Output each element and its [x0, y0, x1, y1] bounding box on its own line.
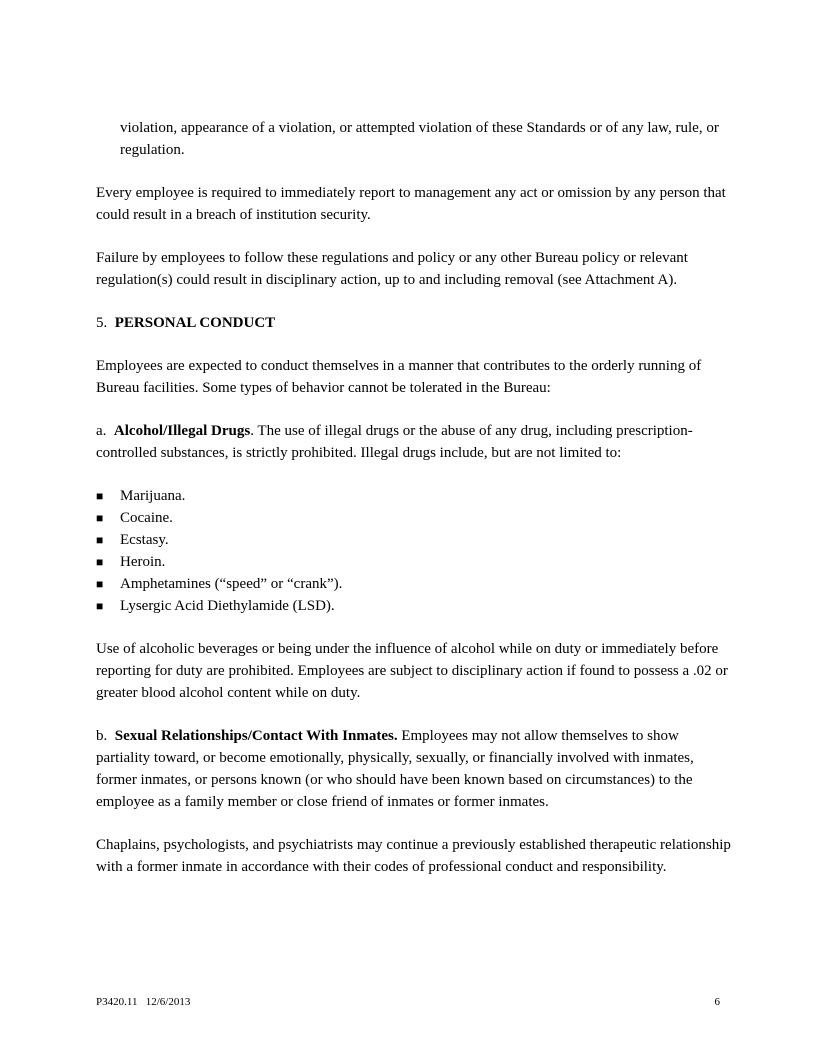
item-b-marker: b. [96, 728, 108, 744]
list-item-text: Cocaine. [120, 510, 173, 526]
bullet-square-icon: ■ [96, 555, 104, 569]
item-a-text: . The use of illegal drugs or the abuse of any drug, including prescription-controlled substances, is strictly prohibited. Illegal drugs include, but are not limited to: [96, 423, 693, 461]
item-a-marker: a. [96, 423, 107, 439]
item-a-paragraph [96, 420, 736, 464]
list-item [96, 529, 736, 551]
drug-list [96, 485, 736, 617]
item-b-paragraph [96, 725, 736, 813]
page-content [96, 117, 736, 899]
list-item-text: Ecstasy. [120, 532, 169, 548]
alcohol-paragraph: Use of alcoholic beverages or being under the influence of alcohol while on duty or immediately before reporting for duty are prohibited. Employees are subject to disciplinary action if found to possess a .02 or greater blood alcohol content while on duty. [96, 641, 728, 701]
failure-paragraph: Failure by employees to follow these regulations and policy or any other Bureau policy or relevant regulation(s) could result in disciplinary action, up to and including removal (see Attachment A). [96, 250, 688, 288]
bullet-square-icon: ■ [96, 511, 104, 525]
section-title: PERSONAL CONDUCT [114, 315, 276, 331]
chaplains-paragraph: Chaplains, psychologists, and psychiatrists may continue a previously established therapeutic relationship with a former inmate in accordance with their codes of professional conduct and responsibility. [96, 837, 731, 875]
list-item-text: Lysergic Acid Diethylamide (LSD). [120, 598, 335, 614]
list-item-text: Marijuana. [120, 488, 186, 504]
footer-doc-id: P3420.11 12/6/2013 [96, 996, 191, 1008]
list-item [96, 485, 736, 507]
conduct-paragraph: Employees are expected to conduct themselves in a manner that contributes to the orderly running of Bureau facilities. Some types of behavior cannot be tolerated in the Bureau: [96, 358, 702, 396]
bullet-square-icon: ■ [96, 577, 104, 591]
bullet-square-icon: ■ [96, 599, 104, 613]
page-footer [96, 995, 720, 1009]
section-number: 5. [96, 315, 108, 331]
section-heading [96, 312, 736, 334]
list-item [96, 573, 736, 595]
list-item [96, 595, 736, 617]
item-b-text: Employees may not allow themselves to show partiality toward, or become emotionally, physically, sexually, or financially involved with inmates, former inmates, or persons known (or who should have been known based on circumstances) to the employee as a family member or close friend of inmates or former inmates. [96, 728, 694, 810]
report-paragraph: Every employee is required to immediately report to management any act or omission by any person that could result in a breach of institution security. [96, 185, 726, 223]
bullet-square-icon: ■ [96, 533, 104, 547]
list-item-text: Amphetamines (“speed” or “crank”). [120, 576, 343, 592]
list-item [96, 551, 736, 573]
continued-paragraph: violation, appearance of a violation, or attempted violation of these Standards or of any law, rule, or regulation. [120, 120, 719, 158]
bullet-square-icon: ■ [96, 489, 104, 503]
footer-page-number: 6 [714, 996, 720, 1008]
item-b-title: Sexual Relationships/Contact With Inmates. [114, 728, 398, 744]
item-a-title: Alcohol/Illegal Drugs [113, 423, 251, 439]
list-item [96, 507, 736, 529]
list-item-text: Heroin. [120, 554, 166, 570]
